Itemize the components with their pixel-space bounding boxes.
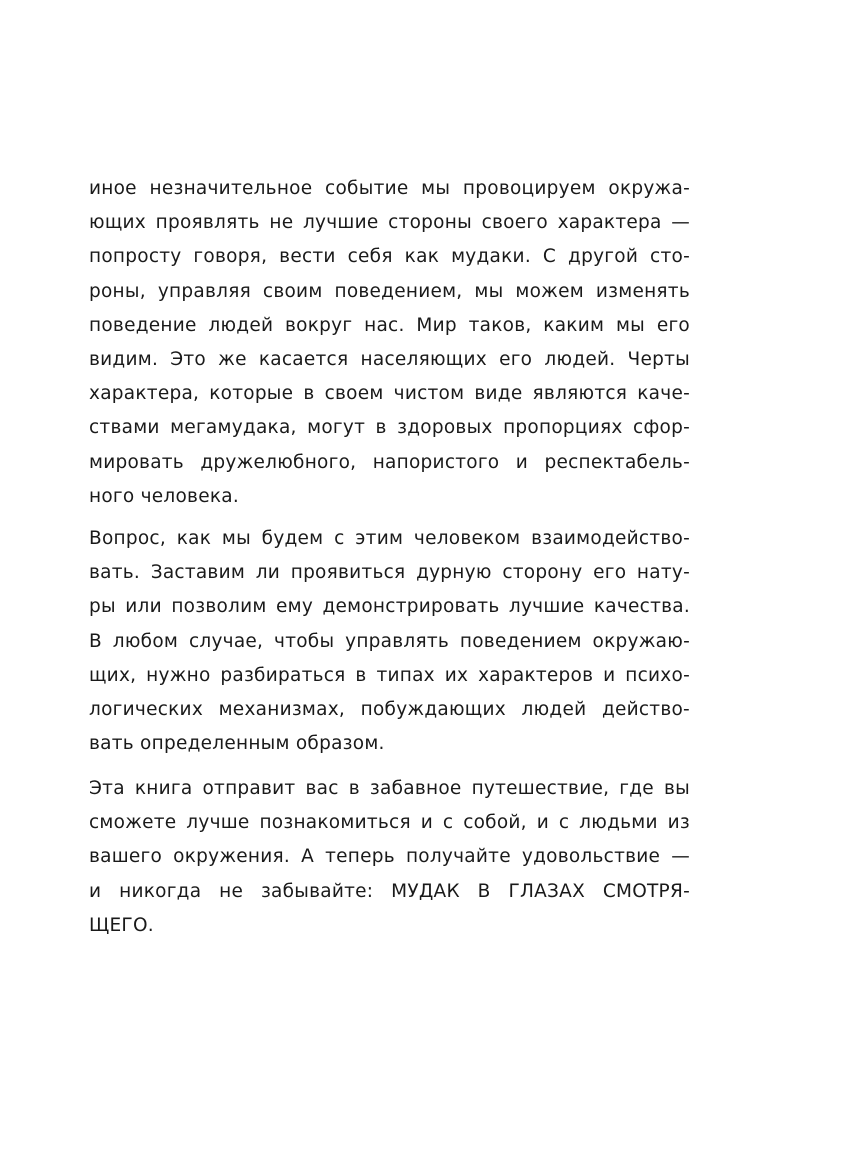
text-line: ЩЕГО. [89, 914, 154, 936]
text-line: иное незначительное событие мы провоцируем окружа- [89, 178, 690, 199]
text-line: вашего окружения. А теперь получайте удовольствие — [89, 846, 690, 868]
text-line: сможете лучше познакомиться и с собой, и с людьми из [89, 812, 690, 834]
text-line: характера, которые в своем чистом виде являются каче- [89, 383, 690, 405]
text-line: щих, нужно разбираться в типах их характеров и психо- [89, 664, 690, 686]
text-line: ного человека. [89, 485, 239, 507]
paragraph-1 [89, 172, 690, 514]
text-line: Вопрос, как мы будем с этим человеком взаимодейство- [89, 528, 690, 549]
text-line: ющих проявлять не лучшие стороны своего характера — [89, 212, 690, 234]
text-line: видим. Это же касается населяющих его людей. Черты [89, 348, 690, 370]
paragraph-2 [89, 522, 690, 761]
text-line: вать определенным образом. [89, 733, 385, 755]
text-line: попросту говоря, вести себя как мудаки. С другой сто- [89, 246, 690, 268]
text-line: поведение людей вокруг нас. Мир таков, каким мы его [89, 314, 690, 336]
text-line: мировать дружелюбного, напористого и респектабель- [89, 451, 690, 473]
text-line: ствами мегамудака, могут в здоровых пропорциях сфор- [89, 417, 690, 439]
text-line: вать. Заставим ли проявиться дурную сторону его нату- [89, 562, 690, 584]
text-line: роны, управляя своим поведением, мы можем изменять [89, 280, 690, 302]
text-line: В любом случае, чтобы управлять поведением окружаю- [89, 630, 690, 652]
text-line: Эта книга отправит вас в забавное путешествие, где вы [89, 778, 690, 799]
text-line: ры или позволим ему демонстрировать лучшие качества. [89, 596, 690, 618]
text-line: логических механизмах, побуждающих людей действо- [89, 698, 690, 720]
text-line: и никогда не забывайте: МУДАК В ГЛАЗАХ СМОТРЯ- [89, 880, 690, 902]
paragraph-3 [89, 772, 690, 943]
